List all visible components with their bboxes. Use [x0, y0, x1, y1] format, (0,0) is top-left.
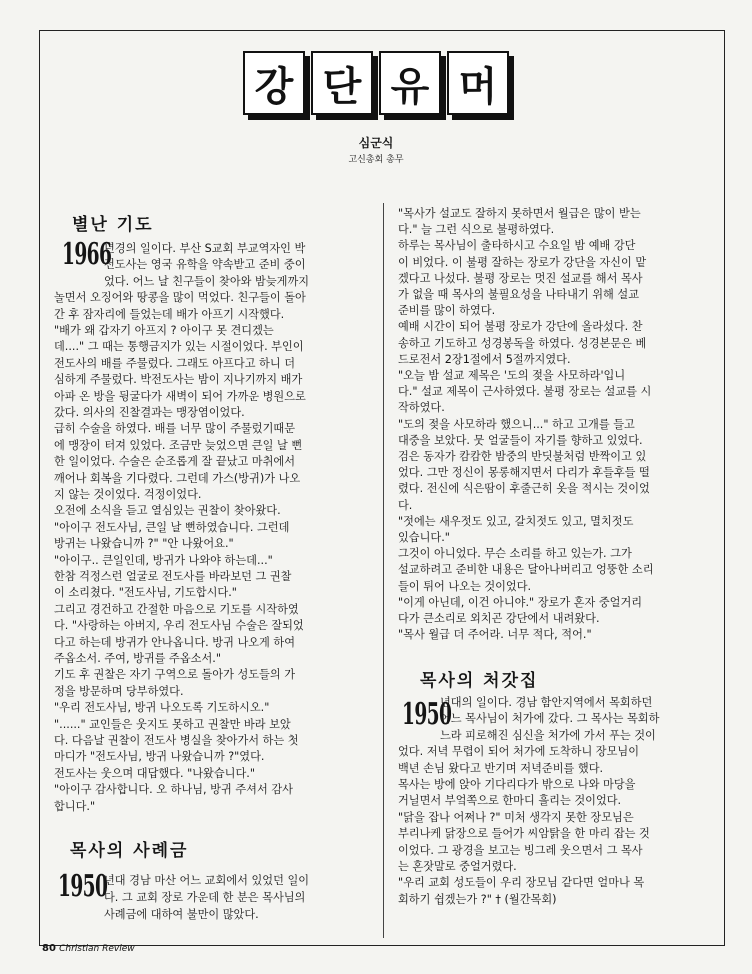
- year-initial: 1950: [58, 869, 108, 904]
- text-line: 년경의 일이다. 부산 S교회 부교역자인 박: [104, 242, 306, 255]
- text-line: 회하기 쉽겠는가 ?" † (월간목회): [398, 892, 557, 906]
- text-line: 대중을 보았다. 뭇 얼굴들이 자기를 향하고 있었다.: [398, 433, 643, 447]
- text-line: 드로전서 2장1절에서 5절까지였다.: [398, 352, 571, 366]
- text-line: 었다. 그만 정신이 몽롱해지면서 다리가 후들후들 떨: [398, 466, 650, 480]
- text-line: 전도사의 배를 주물렀다. 그래도 아프다고 하니 더: [54, 356, 296, 370]
- author-role: 고신총회 총무: [348, 155, 404, 165]
- text-line: "아이구.. 큰일인데, 방귀가 나와야 하는데...": [54, 553, 273, 567]
- year-initial: 1950: [402, 697, 452, 732]
- text-line: 준비를 많이 하였다.: [398, 304, 496, 318]
- text-line: "......" 교인들은 웃지도 못하고 권찰만 바라 보았: [54, 717, 291, 731]
- page-footer: [42, 943, 135, 954]
- text-line: 었다. 어느 날 친구들이 찾아와 밤늦게까지: [104, 274, 310, 288]
- text-line: 는 혼잣말로 중얼거렸다.: [398, 860, 517, 873]
- text-line: 깨어나 회복을 기다렸다. 그런데 가스(방귀)가 나오: [54, 471, 301, 485]
- text-line: 전도사는 영국 유학을 약속받고 준비 중이: [104, 258, 306, 272]
- magazine-name: Christian Review: [59, 944, 135, 954]
- page-number: 80: [42, 943, 56, 954]
- text-line: 정을 방문하며 당부하였다.: [54, 684, 184, 698]
- text-line: "우리 전도사님, 방귀 나오도록 기도하시오.": [54, 701, 270, 715]
- text-line: 다고 하는데 방귀가 안나옵니다. 방귀 나오게 하여: [54, 635, 296, 649]
- title-char: 단: [311, 51, 373, 115]
- text-line: 놀면서 오징어와 땅콩을 많이 먹었다. 친구들이 돌아: [54, 291, 306, 305]
- year-initial: 1966: [62, 237, 112, 272]
- text-line: 다." 설교 제목이 근사하였다. 불평 장로는 설교를 시: [398, 385, 652, 399]
- text-line: 하루는 목사님이 출타하시고 수요일 밤 예배 강단: [398, 239, 636, 253]
- title-banner: [241, 46, 511, 120]
- text-line: 방귀는 나왔습니까 ?" "안 나왔어요.": [54, 537, 234, 551]
- text-line: 합니다.": [54, 799, 96, 813]
- text-line: "아이구 전도사님, 큰일 날 뻔하였습니다. 그런데: [54, 520, 290, 534]
- section-heading-prayer: 별난 기도: [72, 215, 154, 235]
- text-line: 검은 동자가 캄캄한 밤중의 반딧불처럼 반짝이고 있: [398, 450, 647, 463]
- text-line: 오전에 소식을 듣고 열심있는 권찰이 찾아왔다.: [54, 504, 281, 518]
- text-line: 거닐면서 부엌쪽으로 한마디 흘리는 것이었다.: [398, 794, 622, 808]
- text-line: 이었다. 그 광경을 보고는 빙그레 웃으면서 그 목사: [398, 843, 643, 857]
- text-line: 마디가 "전도사님, 방귀 나왔습니까 ?"였다.: [54, 750, 265, 764]
- text-line: 사례금에 대하여 불만이 많았다.: [104, 908, 259, 921]
- text-line: 에 맹장이 터져 있었다. 조금만 늦었으면 큰일 날 뻔: [54, 438, 303, 452]
- text-line: 간 후 잠자리에 들었는데 배가 아프기 시작했다.: [54, 307, 285, 321]
- text-line: 있습니다.": [398, 531, 450, 544]
- text-line: 급히 수술을 하였다. 배를 너무 많이 주물렀기때문: [54, 422, 296, 436]
- column-divider: [383, 203, 384, 938]
- text-line: 목사는 방에 앉아 기다리다가 밖으로 나와 마당을: [398, 778, 636, 791]
- text-line: 한참 걱정스런 얼굴로 전도사를 바라보던 그 권찰: [54, 570, 292, 583]
- text-line: "목사가 설교도 잘하지 못하면서 월급은 많이 받는: [398, 207, 641, 220]
- text-line: "아이구 감사합니다. 오 하나님, 방귀 주셔서 감사: [54, 783, 293, 797]
- text-line: 다. "사랑하는 아버지, 우리 전도사님 수술은 잘되었: [54, 619, 304, 633]
- text-line: 작하였다.: [398, 401, 445, 415]
- text-line: 한 일이었다. 수술은 순조롭게 잘 끝났고 마취에서: [54, 455, 296, 469]
- text-line: 어느 목사님이 처가에 갔다. 그 목사는 목회하: [440, 712, 660, 726]
- text-line: 렸다. 전신에 식은땀이 후줄근히 옷을 적시는 것이었: [398, 482, 650, 496]
- title-char: 유: [379, 51, 441, 115]
- text-line: 년대 경남 마산 어느 교회에서 있었던 일이: [104, 874, 310, 887]
- title-char: 머: [447, 51, 509, 115]
- text-line: 그것이 아니었다. 무슨 소리를 하고 있는가. 그가: [398, 547, 632, 561]
- text-line: "우리 교회 성도들이 우리 장모님 같다면 얼마나 목: [398, 876, 645, 890]
- text-line: "닭을 잡나 어쩌나 ?" 미처 생각지 못한 장모님은: [398, 810, 634, 824]
- text-line: "젓에는 새우젓도 있고, 갈치젓도 있고, 멸치젓도: [398, 514, 634, 528]
- text-line: "이게 아닌데, 이건 아니야." 장로가 혼자 중얼거리: [398, 595, 643, 609]
- text-line: 설교하려고 준비한 내용은 달아나버리고 엉뚱한 소리: [398, 563, 654, 577]
- text-line: 주옵소서. 주여, 방귀를 주옵소서.": [54, 652, 221, 665]
- text-line: 다. 다음날 권찰이 전도사 병실을 찾아가서 하는 첫: [54, 734, 299, 747]
- text-line: 데...." 그 때는 통행금지가 있는 시절이었다. 부인이: [54, 340, 304, 354]
- text-line: 전도사는 웃으며 대답했다. "나왔습니다.": [54, 766, 255, 780]
- text-line: 다가 큰소리로 외치곤 강단에서 내려왔다.: [398, 612, 600, 625]
- section-heading-salary: 목사의 사례금: [70, 841, 189, 861]
- text-line: 아파 온 방을 뒹굴다가 새벽이 되어 가까운 병원으로: [54, 389, 306, 403]
- text-line: 송하고 기도하고 성경봉독을 하였다. 성경본문은 베: [398, 336, 647, 350]
- text-line: 가 없을 때 목사의 불필요성을 나타내기 위해 설교: [398, 288, 640, 301]
- text-line: 부리나케 닭장으로 들어가 씨암탉을 한 마리 잡는 것: [398, 827, 650, 841]
- author-name: 심군식: [358, 136, 394, 150]
- text-line: 들이 튀어 나오는 것이었다.: [398, 579, 532, 593]
- text-line: 갔다. 의사의 진찰결과는 맹장염이었다.: [54, 406, 245, 419]
- section-heading-inlaws: 목사의 처갓집: [420, 671, 539, 691]
- text-line: "오늘 밤 설교 제목은 '도의 젖을 사모하라'입니: [398, 369, 626, 382]
- text-line: 그리고 경건하고 간절한 마음으로 기도를 시작하였: [54, 602, 299, 616]
- text-line: "도의 젖을 사모하라 했으니..." 하고 고개를 들고: [398, 417, 635, 431]
- text-line: 이 비었다. 이 불평 잘하는 장로가 강단을 자신이 맡: [398, 255, 647, 269]
- title-char: 강: [243, 51, 305, 115]
- text-line: 이 소리쳤다. "전도사님, 기도합시다.": [54, 586, 237, 600]
- text-line: 다. 그 교회 장로 가운데 한 분은 목사님의: [104, 891, 306, 904]
- text-line: 다.: [398, 498, 413, 512]
- text-line: 기도 후 권찰은 자기 구역으로 돌아가 성도들의 가: [54, 668, 296, 682]
- text-line: 백년 손님 왔다고 반기며 저녁준비를 했다.: [398, 761, 604, 775]
- text-line: 심하게 주물렀다. 박전도사는 밤이 지나기까지 배가: [54, 373, 303, 387]
- text-line: 었다. 저녁 무렵이 되어 처가에 도착하니 장모님이: [398, 745, 640, 759]
- text-line: 겠다고 나섰다. 불평 장로는 멋진 설교를 해서 목사: [398, 271, 643, 285]
- text-line: 다." 늘 그런 식으로 불평하였다.: [398, 223, 555, 237]
- text-line: "배가 왜 갑자기 아프지 ? 아이구 못 견디겠는: [54, 324, 274, 337]
- text-line: "목사 월급 더 주어라. 너무 적다, 적어.": [398, 628, 592, 642]
- text-line: 예배 시간이 되어 불평 장로가 강단에 올라섰다. 찬: [398, 320, 643, 334]
- text-line: 지 않는 것이었다. 걱정이었다.: [54, 488, 202, 501]
- text-line: 느라 피로해진 심신을 처가에 가서 푸는 것이: [440, 728, 656, 742]
- text-line: 년대의 일이다. 경남 함안지역에서 목회하던: [440, 696, 653, 709]
